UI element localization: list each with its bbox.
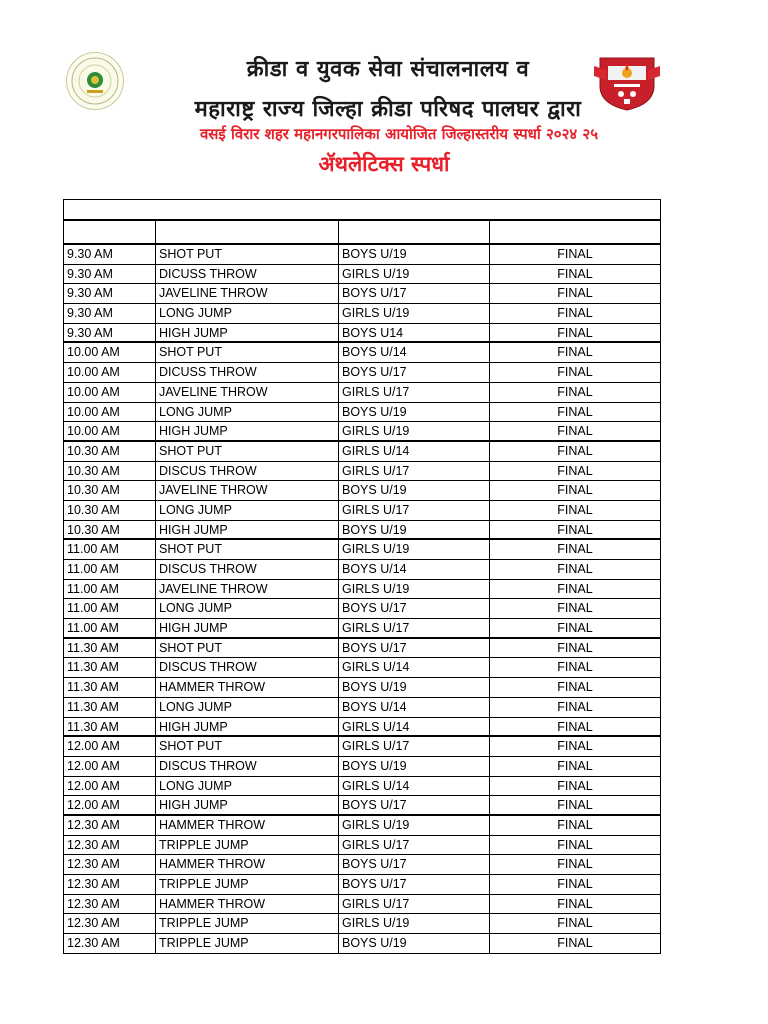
cell-round: FINAL bbox=[557, 621, 593, 636]
cell-event: DICUSS THROW bbox=[156, 363, 339, 382]
cell-round: FINAL bbox=[557, 562, 593, 576]
cell-time: 10.30 AM bbox=[64, 442, 156, 461]
cell-category: GIRLS U/19 bbox=[339, 540, 490, 559]
cell-category: BOYS U/19 bbox=[339, 245, 490, 264]
table-row bbox=[63, 422, 661, 442]
cell-round: FINAL bbox=[557, 325, 593, 340]
cell-round: FINAL bbox=[557, 424, 593, 439]
cell-category: GIRLS U/17 bbox=[339, 619, 490, 637]
cell-event: DISCUS THROW bbox=[156, 462, 339, 481]
document-title: ॲथलेटिक्स स्पर्धा bbox=[318, 152, 450, 176]
cell-time: 11.30 AM bbox=[64, 678, 156, 697]
cell-category: GIRLS U/17 bbox=[339, 737, 490, 756]
table-title-bar bbox=[63, 199, 661, 221]
cell-event: DISCUS THROW bbox=[156, 757, 339, 776]
cell-event: SHOT PUT bbox=[156, 540, 339, 559]
cell-category: BOYS U14 bbox=[339, 324, 490, 342]
cell-round: FINAL bbox=[557, 463, 593, 478]
cell-category: GIRLS U/17 bbox=[339, 836, 490, 855]
table-row bbox=[63, 836, 661, 856]
table-row bbox=[63, 875, 661, 895]
cell-round: FINAL bbox=[557, 581, 593, 596]
cell-time: 12.30 AM bbox=[64, 914, 156, 933]
cell-time: 11.00 AM bbox=[64, 560, 156, 579]
cell-event: HIGH JUMP bbox=[156, 422, 339, 440]
table-row bbox=[63, 914, 661, 934]
cell-event: LONG JUMP bbox=[156, 698, 339, 717]
cell-round: FINAL bbox=[557, 857, 593, 872]
cell-category: GIRLS U/17 bbox=[339, 383, 490, 402]
cell-round: FINAL bbox=[557, 286, 593, 301]
cell-time: 10.00 AM bbox=[64, 343, 156, 362]
cell-round: FINAL bbox=[557, 680, 593, 695]
table-row bbox=[63, 619, 661, 639]
cell-time: 11.00 AM bbox=[64, 599, 156, 618]
cell-event: LONG JUMP bbox=[156, 599, 339, 618]
cell-time: 9.30 AM bbox=[64, 245, 156, 264]
cell-round: FINAL bbox=[557, 266, 593, 281]
cell-time: 10.00 AM bbox=[64, 383, 156, 402]
cell-round: FINAL bbox=[557, 877, 593, 891]
table-row bbox=[63, 521, 661, 541]
table-row bbox=[63, 481, 661, 501]
table-row bbox=[63, 442, 661, 462]
table-body bbox=[63, 245, 661, 954]
cell-time: 10.00 AM bbox=[64, 422, 156, 440]
table-row bbox=[63, 796, 661, 816]
cell-time: 12.00 AM bbox=[64, 737, 156, 756]
cell-round: FINAL bbox=[557, 758, 593, 773]
cell-event: HIGH JUMP bbox=[156, 796, 339, 814]
cell-category: BOYS U/19 bbox=[339, 521, 490, 539]
cell-event: SHOT PUT bbox=[156, 442, 339, 461]
cell-time: 11.30 AM bbox=[64, 658, 156, 677]
cell-category: GIRLS U/19 bbox=[339, 265, 490, 284]
cell-category: GIRLS U/14 bbox=[339, 718, 490, 736]
cell-category: GIRLS U/14 bbox=[339, 777, 490, 796]
cell-round: FINAL bbox=[557, 365, 593, 380]
cell-round: FINAL bbox=[557, 483, 593, 498]
cell-round: FINAL bbox=[557, 778, 593, 793]
cell-time: 10.30 AM bbox=[64, 481, 156, 500]
cell-category: GIRLS U/14 bbox=[339, 658, 490, 677]
cell-round: FINAL bbox=[557, 542, 593, 557]
table-row bbox=[63, 855, 661, 875]
cell-category: BOYS U/19 bbox=[339, 403, 490, 422]
cell-event: TRIPPLE JUMP bbox=[156, 914, 339, 933]
cell-event: DICUSS THROW bbox=[156, 265, 339, 284]
schedule-table bbox=[63, 199, 661, 954]
cell-category: GIRLS U/19 bbox=[339, 816, 490, 835]
cell-time: 9.30 AM bbox=[64, 284, 156, 303]
table-row bbox=[63, 363, 661, 383]
cell-category: GIRLS U/17 bbox=[339, 462, 490, 481]
cell-round: FINAL bbox=[557, 522, 593, 537]
cell-category: BOYS U/14 bbox=[339, 343, 490, 362]
cell-event: JAVELINE THROW bbox=[156, 383, 339, 402]
cell-category: BOYS U/17 bbox=[339, 875, 490, 894]
cell-event: LONG JUMP bbox=[156, 403, 339, 422]
cell-time: 11.00 AM bbox=[64, 540, 156, 559]
cell-category: BOYS U/14 bbox=[339, 698, 490, 717]
cell-round: FINAL bbox=[557, 640, 593, 655]
cell-time: 12.00 AM bbox=[64, 796, 156, 814]
cell-category: BOYS U/17 bbox=[339, 363, 490, 382]
cell-category: BOYS U/17 bbox=[339, 639, 490, 658]
table-row bbox=[63, 284, 661, 304]
table-row bbox=[63, 658, 661, 678]
cell-time: 10.00 AM bbox=[64, 403, 156, 422]
table-row bbox=[63, 403, 661, 423]
cell-round: FINAL bbox=[557, 404, 593, 419]
cell-time: 12.30 AM bbox=[64, 836, 156, 855]
cell-round: FINAL bbox=[557, 345, 593, 360]
table-row bbox=[63, 501, 661, 521]
table-row bbox=[63, 540, 661, 560]
cell-event: HAMMER THROW bbox=[156, 855, 339, 874]
cell-round: FINAL bbox=[557, 601, 593, 616]
cell-event: JAVELINE THROW bbox=[156, 580, 339, 599]
cell-event: HIGH JUMP bbox=[156, 718, 339, 736]
cell-time: 11.00 AM bbox=[64, 619, 156, 637]
table-row bbox=[63, 383, 661, 403]
cell-event: HAMMER THROW bbox=[156, 678, 339, 697]
cell-category: BOYS U/17 bbox=[339, 796, 490, 814]
cell-event: DISCUS THROW bbox=[156, 560, 339, 579]
cell-time: 12.30 AM bbox=[64, 816, 156, 835]
cell-round: FINAL bbox=[557, 936, 593, 951]
cell-category: GIRLS U/17 bbox=[339, 501, 490, 520]
cell-round: FINAL bbox=[557, 502, 593, 517]
header-line-2: महाराष्ट्र राज्य जिल्हा क्रीडा परिषद पालघर द्वारा bbox=[194, 96, 582, 122]
cell-round: FINAL bbox=[557, 798, 593, 813]
table-row bbox=[63, 580, 661, 600]
table-row bbox=[63, 718, 661, 738]
cell-time: 12.30 AM bbox=[64, 855, 156, 874]
cell-event: LONG JUMP bbox=[156, 304, 339, 323]
cell-event: HAMMER THROW bbox=[156, 895, 339, 914]
cell-category: GIRLS U/19 bbox=[339, 914, 490, 933]
cell-round: FINAL bbox=[557, 837, 593, 852]
cell-time: 11.30 AM bbox=[64, 639, 156, 658]
header-cell-category bbox=[339, 221, 490, 243]
cell-round: FINAL bbox=[557, 719, 593, 734]
cell-category: BOYS U/14 bbox=[339, 560, 490, 579]
cell-category: BOYS U/19 bbox=[339, 934, 490, 953]
cell-time: 9.30 AM bbox=[64, 324, 156, 342]
cell-event: HIGH JUMP bbox=[156, 619, 339, 637]
cell-category: GIRLS U/17 bbox=[339, 895, 490, 914]
table-row bbox=[63, 599, 661, 619]
cell-time: 12.00 AM bbox=[64, 757, 156, 776]
table-row bbox=[63, 698, 661, 718]
cell-category: BOYS U/17 bbox=[339, 599, 490, 618]
header-cell-event bbox=[156, 221, 339, 243]
cell-time: 9.30 AM bbox=[64, 304, 156, 323]
cell-event: JAVELINE THROW bbox=[156, 481, 339, 500]
cell-event: SHOT PUT bbox=[156, 343, 339, 362]
cell-time: 11.30 AM bbox=[64, 718, 156, 736]
cell-time: 11.30 AM bbox=[64, 698, 156, 717]
cell-time: 10.30 AM bbox=[64, 462, 156, 481]
header-line-3: वसई विरार शहर महानगरपालिका आयोजित जिल्हास्तरीय स्पर्धा २०२४ २५ bbox=[199, 125, 599, 143]
cell-event: SHOT PUT bbox=[156, 245, 339, 264]
cell-time: 10.30 AM bbox=[64, 501, 156, 520]
cell-category: GIRLS U/19 bbox=[339, 304, 490, 323]
cell-event: TRIPPLE JUMP bbox=[156, 836, 339, 855]
cell-round: FINAL bbox=[557, 306, 593, 321]
cell-category: BOYS U/17 bbox=[339, 855, 490, 874]
cell-time: 10.30 AM bbox=[64, 521, 156, 539]
table-row bbox=[63, 639, 661, 659]
cell-round: FINAL bbox=[557, 443, 593, 458]
cell-time: 12.30 AM bbox=[64, 934, 156, 953]
table-row bbox=[63, 934, 661, 954]
table-header-row bbox=[63, 221, 661, 245]
cell-event: TRIPPLE JUMP bbox=[156, 875, 339, 894]
cell-event: HIGH JUMP bbox=[156, 521, 339, 539]
table-row bbox=[63, 737, 661, 757]
cell-event: LONG JUMP bbox=[156, 777, 339, 796]
cell-category: GIRLS U/19 bbox=[339, 422, 490, 440]
cell-time: 9.30 AM bbox=[64, 265, 156, 284]
cell-round: FINAL bbox=[557, 247, 593, 261]
cell-event: JAVELINE THROW bbox=[156, 284, 339, 303]
cell-round: FINAL bbox=[557, 660, 593, 675]
cell-category: GIRLS U/19 bbox=[339, 580, 490, 599]
table-row bbox=[63, 816, 661, 836]
cell-round: FINAL bbox=[557, 916, 593, 931]
cell-round: FINAL bbox=[557, 896, 593, 911]
cell-round: FINAL bbox=[557, 817, 593, 832]
cell-event: TRIPPLE JUMP bbox=[156, 934, 339, 953]
table-row bbox=[63, 343, 661, 363]
table-row bbox=[63, 757, 661, 777]
cell-event: HAMMER THROW bbox=[156, 816, 339, 835]
cell-round: FINAL bbox=[557, 739, 593, 754]
cell-time: 12.30 AM bbox=[64, 895, 156, 914]
table-row bbox=[63, 777, 661, 797]
cell-event: HIGH JUMP bbox=[156, 324, 339, 342]
cell-event: LONG JUMP bbox=[156, 501, 339, 520]
cell-category: GIRLS U/14 bbox=[339, 442, 490, 461]
cell-round: FINAL bbox=[557, 699, 593, 714]
table-row bbox=[63, 895, 661, 915]
cell-category: BOYS U/19 bbox=[339, 678, 490, 697]
cell-time: 12.00 AM bbox=[64, 777, 156, 796]
table-row bbox=[63, 304, 661, 324]
cell-category: BOYS U/19 bbox=[339, 757, 490, 776]
header-line-1: क्रीडा व युवक सेवा संचालनालय व bbox=[246, 56, 530, 82]
header-cell-round bbox=[490, 221, 660, 243]
table-row bbox=[63, 560, 661, 580]
table-row bbox=[63, 265, 661, 285]
document-header bbox=[0, 0, 768, 195]
cell-time: 12.30 AM bbox=[64, 875, 156, 894]
cell-round: FINAL bbox=[557, 384, 593, 399]
cell-event: SHOT PUT bbox=[156, 737, 339, 756]
cell-event: SHOT PUT bbox=[156, 639, 339, 658]
table-row bbox=[63, 245, 661, 265]
cell-category: BOYS U/17 bbox=[339, 284, 490, 303]
header-cell-time bbox=[64, 221, 156, 243]
table-row bbox=[63, 678, 661, 698]
table-row bbox=[63, 462, 661, 482]
cell-event: DISCUS THROW bbox=[156, 658, 339, 677]
cell-time: 11.00 AM bbox=[64, 580, 156, 599]
cell-category: BOYS U/19 bbox=[339, 481, 490, 500]
cell-time: 10.00 AM bbox=[64, 363, 156, 382]
table-row bbox=[63, 324, 661, 344]
